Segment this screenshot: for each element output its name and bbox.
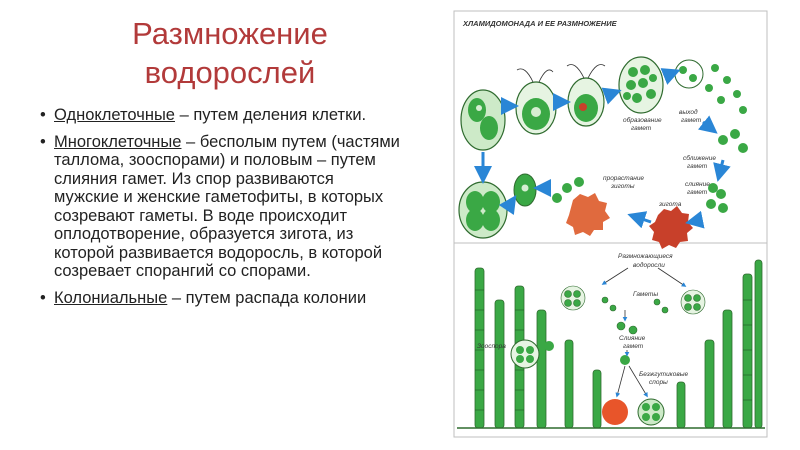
label-fusion-2: гамет xyxy=(687,189,708,196)
figure-svg xyxy=(453,10,768,438)
label-formation-1: образование xyxy=(623,117,662,124)
bullet-term: Многоклеточные xyxy=(54,132,182,151)
bullet-colonial xyxy=(40,289,400,308)
cell-dividing-2-icon xyxy=(459,182,507,238)
label-zoospore: Зооспора xyxy=(477,343,506,350)
label-fusion-b-2: гамет xyxy=(623,343,644,350)
cell-2-icon xyxy=(516,69,556,134)
label-exit-2: гамет xyxy=(681,117,702,124)
cell-dividing-icon xyxy=(461,90,505,150)
label-exit-1: выход xyxy=(679,109,698,116)
label-spores-2: споры xyxy=(649,379,668,386)
zoospore-icon xyxy=(511,340,554,368)
label-germination-1: прорастание xyxy=(603,175,645,182)
bullet-text: – бесполым путем (частями таллома, зооспорами) и половым – путем слияния гамет. Из спор развиваются мужские и женские гаметофиты, в которых созревают гаметы. В воде происходит оплодотворение, образуется зигота, из которой развивается водоросль, в которой созревает спорангий со спорами. xyxy=(54,132,400,280)
label-approach-2: гамет xyxy=(687,163,708,170)
label-formation-2: гамет xyxy=(631,125,652,132)
bullet-unicellular xyxy=(40,106,400,125)
label-spores-1: Безжгутиковые xyxy=(639,371,689,378)
bullet-term: Одноклеточные xyxy=(54,106,175,124)
bullet-dot-icon: • xyxy=(40,288,46,307)
bullet-multicellular xyxy=(40,133,400,281)
title-line-1: Размножение xyxy=(132,16,328,51)
label-germination-2: зиготы xyxy=(611,183,635,190)
label-reproducing-1: Размножающиеся xyxy=(618,253,673,260)
bullet-list xyxy=(40,106,400,315)
gamete-approach-icon xyxy=(718,129,748,153)
bullet-text: – путем распада колонии xyxy=(167,288,367,307)
spores-icon xyxy=(602,355,664,425)
label-reproducing-2: водоросли xyxy=(633,262,665,269)
slide-title xyxy=(60,14,400,92)
bullet-dot-icon: • xyxy=(40,106,46,124)
title-line-2: водорослей xyxy=(144,55,316,90)
bullet-dot-icon: • xyxy=(40,132,46,151)
bullet-text: – путем деления клетки. xyxy=(174,106,367,124)
gamete-formation-icon xyxy=(619,57,663,113)
bullet-term: Колониальные xyxy=(54,288,168,307)
label-zygote: зигота xyxy=(659,201,682,208)
label-fusion-b-1: Слияние xyxy=(619,335,646,342)
label-approach-1: сближение xyxy=(683,155,716,162)
top-figure-title: ХЛАМИДОМОНАДА И ЕЕ РАЗМНОЖЕНИЕ xyxy=(463,19,617,28)
young-cell-icon xyxy=(514,174,536,206)
gamete-exit-icon xyxy=(675,60,747,114)
cell-3-icon xyxy=(567,65,605,127)
algae-reproduction-figure xyxy=(453,10,768,438)
zygote-germination-icon xyxy=(552,177,610,236)
label-fusion-1: слияние xyxy=(685,181,710,188)
label-gametes: Гаметы xyxy=(633,291,659,298)
